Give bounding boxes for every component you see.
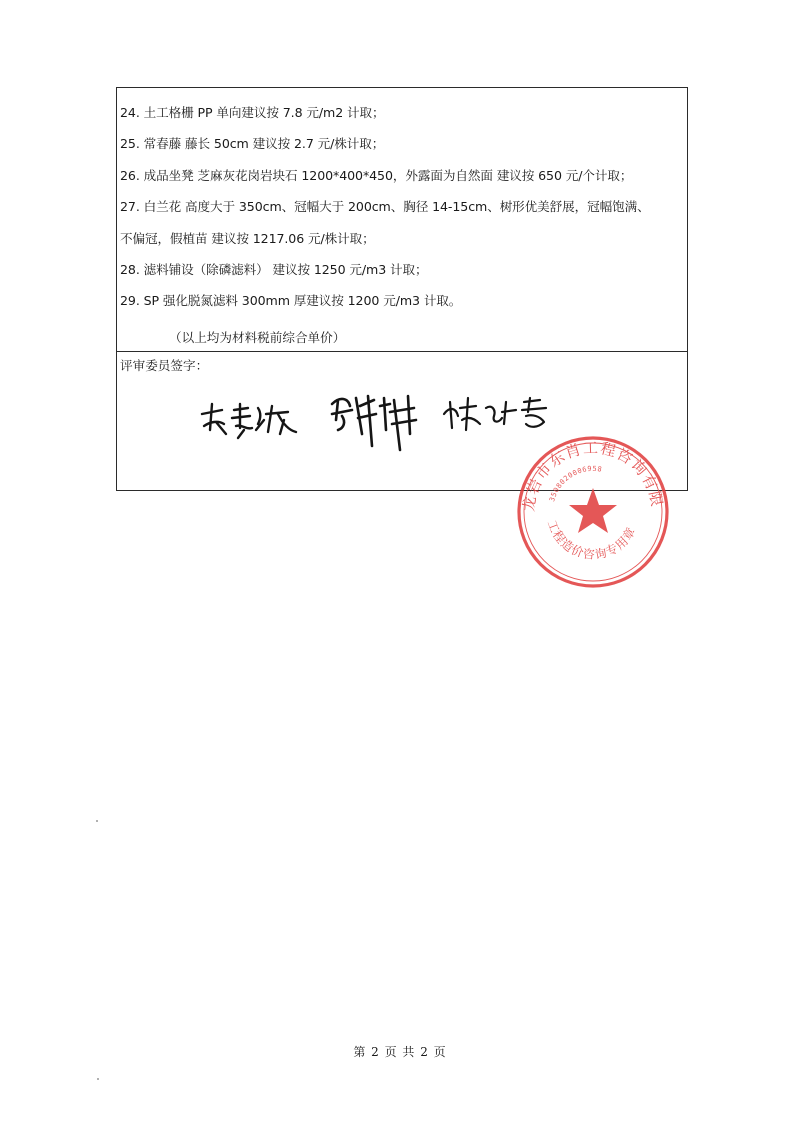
signers-label: 评审委员签字： <box>120 358 209 373</box>
page-number: 第 2 页 共 2 页 <box>353 1045 447 1059</box>
official-seal <box>508 432 678 592</box>
item-list <box>120 97 681 317</box>
signature-3 <box>440 394 556 434</box>
list-item: 27. 白兰花 高度大于 350cm、冠幅大于 200cm、胸径 14-15cm、树形优美舒展，冠幅饱满、 <box>120 199 650 215</box>
list-item: 28. 滤料铺设（除磷滤料） 建议按 1250 元/m3 计取； <box>120 262 428 278</box>
scan-speck <box>97 1078 99 1080</box>
table-divider <box>117 351 687 352</box>
list-item: 29. SP 强化脱氮滤料 300mm 厚建议按 1200 元/m3 计取。 <box>120 293 462 309</box>
list-item: 26. 成品坐凳 芝麻灰花岗岩块石 1200*400*450，外露面为自然面 建议按 650 元/个计取； <box>120 167 633 183</box>
star-icon <box>569 488 617 533</box>
price-note: （以上均为材料税前综合单价） <box>169 330 346 345</box>
list-item: 不偏冠，假植苗 建议按 1217.06 元/株计取； <box>120 230 375 246</box>
seal-inner-text: 工程造价咨询专用章 <box>544 518 639 562</box>
signature-2 <box>328 390 420 454</box>
list-item: 25. 常春藤 藤长 50cm 建议按 2.7 元/株计取； <box>120 136 385 152</box>
scan-speck <box>96 820 98 822</box>
list-item: 24. 土工格栅 PP 单向建议按 7.8 元/m2 计取； <box>120 105 385 120</box>
seal-ring-text: 龙岩市东肖工程咨询有限 <box>519 438 667 513</box>
svg-text:工程造价咨询专用章 <box>545 518 639 561</box>
seal-serial: 3508020006958 <box>548 464 603 503</box>
signature-1 <box>196 400 314 442</box>
